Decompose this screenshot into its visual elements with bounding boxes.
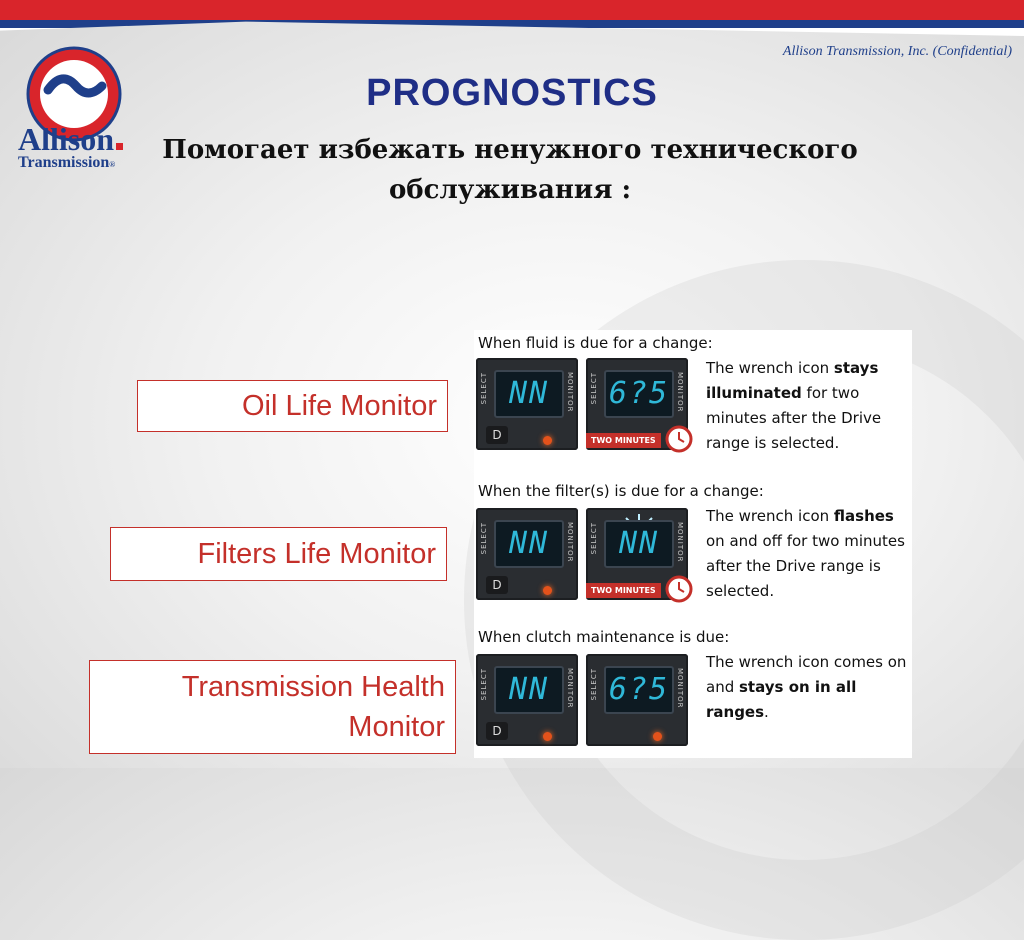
- two-minutes-tag: TWO MINUTES: [586, 433, 661, 448]
- logo-wordmark: Allison Transmission®: [18, 124, 168, 174]
- display-screen: NN: [494, 520, 564, 568]
- transmission-health-monitor-label: Transmission Health Monitor: [89, 660, 456, 754]
- clock-icon: [664, 574, 694, 604]
- display-screen: NN: [494, 370, 564, 418]
- display-screen: 6?5: [604, 370, 674, 418]
- select-label: SELECT: [480, 668, 488, 701]
- section-description: The wrench icon flashes on and off for two minutes after the Drive range is selected.: [706, 507, 905, 600]
- select-label: SELECT: [590, 522, 598, 555]
- status-led: [543, 586, 552, 595]
- select-label: SELECT: [590, 668, 598, 701]
- section-heading: When the filter(s) is due for a change:: [478, 482, 764, 500]
- shift-display-right: [586, 358, 688, 450]
- select-label: SELECT: [480, 522, 488, 555]
- select-label: SELECT: [590, 372, 598, 405]
- shift-display-left: [476, 508, 578, 600]
- page-subtitle: Помогает избежать ненужного технического обслуживания :: [162, 135, 858, 205]
- drive-key: D: [486, 426, 508, 444]
- instruction-panel: [474, 330, 912, 758]
- monitor-label: MONITOR: [566, 372, 574, 413]
- shift-display-right: [586, 654, 688, 746]
- filters-life-monitor-label: Filters Life Monitor: [110, 527, 447, 581]
- display-screen: NN: [494, 666, 564, 714]
- oil-life-monitor-label: Oil Life Monitor: [137, 380, 448, 432]
- page-title: PROGNOSTICS: [366, 72, 658, 114]
- monitor-label: MONITOR: [676, 668, 684, 709]
- monitor-label: MONITOR: [566, 668, 574, 709]
- display-screen: 6?5: [604, 666, 674, 714]
- monitor-label: MONITOR: [566, 522, 574, 563]
- status-led: [543, 732, 552, 741]
- shift-display-left: [476, 358, 578, 450]
- section-description: The wrench icon stays illuminated for two minutes after the Drive range is selected.: [706, 359, 882, 452]
- two-minutes-tag: TWO MINUTES: [586, 583, 661, 598]
- display-screen: NN: [604, 520, 674, 568]
- status-led: [653, 732, 662, 741]
- select-label: SELECT: [480, 372, 488, 405]
- status-led: [543, 436, 552, 445]
- drive-key: D: [486, 722, 508, 740]
- clock-icon: [664, 424, 694, 454]
- drive-key: D: [486, 576, 508, 594]
- section-heading: When fluid is due for a change:: [478, 334, 713, 352]
- shift-display-right: [586, 508, 688, 600]
- monitor-label: MONITOR: [676, 372, 684, 413]
- section-description: The wrench icon comes on and stays on in all ranges.: [706, 653, 907, 721]
- shift-display-left: [476, 654, 578, 746]
- confidential-note: Allison Transmission, Inc. (Confidential): [782, 44, 1012, 59]
- monitor-label: MONITOR: [676, 522, 684, 563]
- section-heading: When clutch maintenance is due:: [478, 628, 730, 646]
